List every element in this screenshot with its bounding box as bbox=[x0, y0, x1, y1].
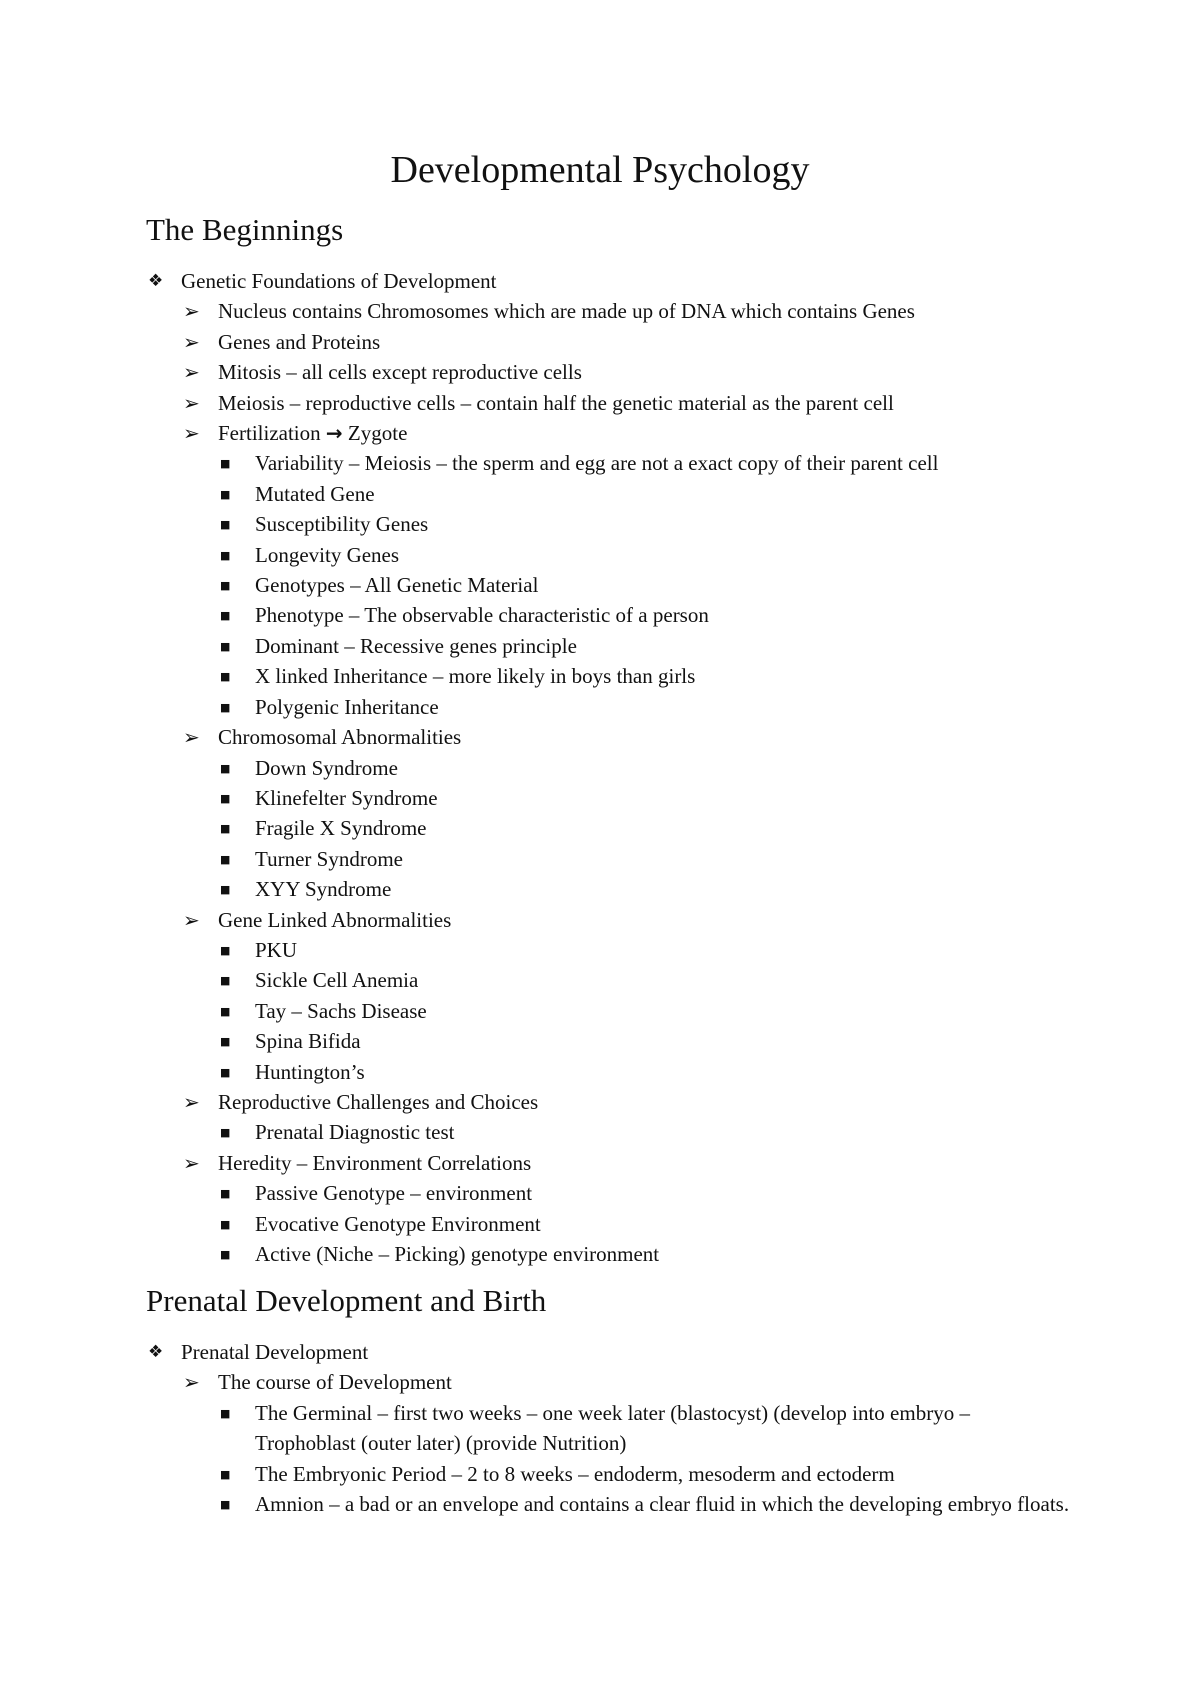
list-item: ■ Polygenic Inheritance bbox=[0, 692, 938, 722]
arrowhead-bullet-icon: ➢ bbox=[183, 329, 200, 354]
list-item: ■ XYY Syndrome bbox=[0, 874, 938, 904]
list-item: ■ The Germinal – first two weeks – one week later (blastocyst) (develop into embryo – Trophoblast (outer later) (provide Nutrition) bbox=[220, 1400, 970, 1456]
square-bullet-icon: ■ bbox=[220, 791, 231, 805]
square-bullet-icon: ■ bbox=[220, 639, 231, 653]
square-bullet-icon: ■ bbox=[220, 457, 231, 471]
square-bullet-icon: ■ bbox=[220, 670, 231, 684]
square-bullet-icon: ■ bbox=[220, 822, 231, 836]
arrowhead-bullet-icon: ➢ bbox=[183, 1150, 200, 1175]
list-item: ➢ The course of Development bbox=[0, 1367, 1070, 1397]
list-item: ■ Klinefelter Syndrome bbox=[0, 783, 938, 813]
square-bullet-icon: ■ bbox=[220, 700, 231, 714]
list-item: ■ Huntington’s bbox=[0, 1057, 938, 1087]
square-bullet-icon: ■ bbox=[220, 943, 231, 957]
outline-list-prenatal-development bbox=[0, 1337, 1070, 1519]
arrowhead-bullet-icon: ➢ bbox=[183, 390, 200, 415]
list-item: ■ Turner Syndrome bbox=[0, 844, 938, 874]
square-bullet-icon: ■ bbox=[220, 1406, 231, 1420]
list-item: ■ Longevity Genes bbox=[0, 540, 938, 570]
list-item: ■ Phenotype – The observable characteristic of a person bbox=[0, 600, 938, 630]
list-item: ❖ Prenatal Development bbox=[0, 1337, 1070, 1367]
list-item: ➢ Mitosis – all cells except reproductive cells bbox=[0, 357, 938, 387]
list-item: ■ Tay – Sachs Disease bbox=[0, 996, 938, 1026]
square-bullet-icon: ■ bbox=[220, 974, 231, 988]
list-item: ■ Susceptibility Genes bbox=[0, 509, 938, 539]
square-bullet-icon: ■ bbox=[220, 852, 231, 866]
list-item: ■ The Embryonic Period – 2 to 8 weeks – endoderm, mesoderm and ectoderm bbox=[0, 1459, 1070, 1489]
diamond-bullet-icon: ❖ bbox=[148, 1342, 164, 1362]
list-item: ➢ Meiosis – reproductive cells – contain half the genetic material as the parent cell bbox=[0, 388, 938, 418]
list-item: ➢ Genes and Proteins bbox=[0, 327, 938, 357]
arrowhead-bullet-icon: ➢ bbox=[183, 299, 200, 324]
square-bullet-icon: ■ bbox=[220, 1035, 231, 1049]
list-item: ■ Passive Genotype – environment bbox=[0, 1178, 938, 1208]
arrowhead-bullet-icon: ➢ bbox=[183, 1370, 200, 1395]
square-bullet-icon: ■ bbox=[220, 1467, 231, 1481]
square-bullet-icon: ■ bbox=[220, 609, 231, 623]
section-heading-the-beginnings: The Beginnings bbox=[146, 212, 344, 247]
list-item: ■ Amnion – a bad or an envelope and contains a clear fluid in which the developing embryo floats. bbox=[0, 1489, 1070, 1519]
square-bullet-icon: ■ bbox=[220, 883, 231, 897]
list-item: ➢ Reproductive Challenges and Choices bbox=[0, 1087, 938, 1117]
outline-list-the-beginnings bbox=[0, 266, 938, 1269]
list-item: ➢ Nucleus contains Chromosomes which are made up of DNA which contains Genes bbox=[0, 296, 938, 326]
arrowhead-bullet-icon: ➢ bbox=[183, 421, 200, 446]
list-item: ➢ Chromosomal Abnormalities bbox=[0, 722, 938, 752]
page-title: Developmental Psychology bbox=[390, 149, 810, 191]
list-item: ■ Mutated Gene bbox=[0, 479, 938, 509]
list-item: ❖ Genetic Foundations of Development bbox=[0, 266, 938, 296]
list-item: ➢ Gene Linked Abnormalities bbox=[0, 905, 938, 935]
square-bullet-icon: ■ bbox=[220, 518, 231, 532]
list-item: ■ Down Syndrome bbox=[0, 753, 938, 783]
diamond-bullet-icon: ❖ bbox=[148, 271, 164, 291]
square-bullet-icon: ■ bbox=[220, 548, 231, 562]
right-arrow-icon: → bbox=[325, 421, 343, 446]
arrowhead-bullet-icon: ➢ bbox=[183, 1089, 200, 1114]
list-item: ■ Active (Niche – Picking) genotype environment bbox=[0, 1239, 938, 1269]
list-item: ■ Evocative Genotype Environment bbox=[0, 1209, 938, 1239]
square-bullet-icon: ■ bbox=[220, 1217, 231, 1231]
list-item: ■ Dominant – Recessive genes principle bbox=[0, 631, 938, 661]
square-bullet-icon: ■ bbox=[220, 487, 231, 501]
list-item: ■ Prenatal Diagnostic test bbox=[0, 1117, 938, 1147]
list-item: ■ Genotypes – All Genetic Material bbox=[0, 570, 938, 600]
square-bullet-icon: ■ bbox=[220, 1126, 231, 1140]
list-item: ■ Fragile X Syndrome bbox=[0, 813, 938, 843]
square-bullet-icon: ■ bbox=[220, 579, 231, 593]
list-item: ■ X linked Inheritance – more likely in boys than girls bbox=[0, 661, 938, 691]
square-bullet-icon: ■ bbox=[220, 1248, 231, 1261]
section-heading-prenatal-development: Prenatal Development and Birth bbox=[146, 1283, 547, 1318]
square-bullet-icon: ■ bbox=[220, 1065, 231, 1079]
square-bullet-icon: ■ bbox=[220, 1187, 231, 1201]
list-item: ➢ Heredity – Environment Correlations bbox=[0, 1148, 938, 1178]
square-bullet-icon: ■ bbox=[220, 761, 231, 775]
list-item: ➢ Fertilization → Zygote bbox=[0, 418, 938, 448]
arrowhead-bullet-icon: ➢ bbox=[183, 725, 200, 750]
list-item: ■ Spina Bifida bbox=[0, 1026, 938, 1056]
list-item: ■ Sickle Cell Anemia bbox=[0, 965, 938, 995]
list-item: ■ Variability – Meiosis – the sperm and egg are not a exact copy of their parent cell bbox=[0, 448, 938, 478]
square-bullet-icon: ■ bbox=[220, 1004, 231, 1018]
arrowhead-bullet-icon: ➢ bbox=[183, 907, 200, 932]
list-item: ■ PKU bbox=[0, 935, 938, 965]
square-bullet-icon: ■ bbox=[220, 1498, 231, 1512]
arrowhead-bullet-icon: ➢ bbox=[183, 360, 200, 385]
